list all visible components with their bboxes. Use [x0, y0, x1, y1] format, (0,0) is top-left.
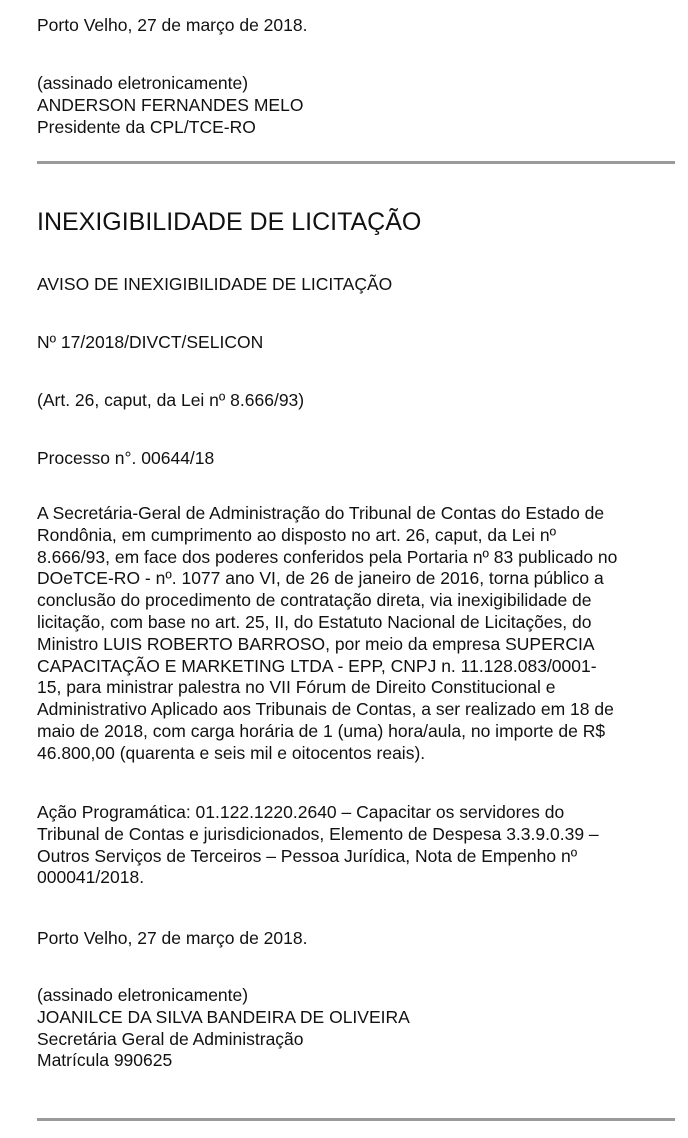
paragraph-line: licitação, com base no art. 25, II, do Estatuto Nacional de Licitações, do — [37, 611, 592, 632]
paragraph-line: A Secretária-Geral de Administração do Tribunal de Contas do Estado de — [37, 503, 605, 523]
section-divider-top — [37, 161, 675, 164]
top-signature-block — [37, 73, 303, 138]
paragraph-line: DOeTCE-RO - nº. 1077 ano VI, de 26 de janeiro de 2016, torna público a — [37, 568, 604, 589]
paragraph-line: 8.666/93, em face dos poderes conferidos pela Portaria nº 83 publicado no — [37, 546, 618, 567]
signature-block — [37, 985, 410, 1072]
top-signature-note: (assinado eletronicamente) — [37, 73, 249, 93]
paragraph-line: maio de 2018, com carga horária de 1 (uma) hora/aula, no importe de R$ — [37, 720, 606, 741]
signer-registration: Matrícula 990625 — [37, 1050, 173, 1071]
signer-role: Secretária Geral de Administração — [37, 1028, 304, 1049]
notice-title: AVISO DE INEXIGIBILIDADE DE LICITAÇÃO — [37, 274, 393, 294]
paragraph-line: Administrativo Aplicado aos Tribunais de Contas, a ser realizado em 18 de — [37, 699, 614, 720]
paragraph-line: Tribunal de Contas e jurisdicionados, Elemento de Despesa 3.3.9.0.39 – — [37, 823, 599, 844]
paragraph-line: conclusão do procedimento de contratação direta, via inexigibilidade de — [37, 590, 592, 611]
signer-name: JOANILCE DA SILVA BANDEIRA DE OLIVEIRA — [37, 1006, 410, 1027]
paragraph-line: 46.800,00 (quarenta e seis mil e oitocentos reais). — [37, 742, 426, 763]
paragraph-line: 000041/2018. — [37, 867, 145, 888]
paragraph-line: Ação Programática: 01.122.1220.2640 – Capacitar os servidores do — [37, 802, 565, 822]
paragraph-line: Outros Serviços de Terceiros – Pessoa Jurídica, Nota de Empenho nº — [37, 845, 578, 866]
top-signer-name: ANDERSON FERNANDES MELO — [37, 94, 304, 115]
paragraph-line: CAPACITAÇÃO E MARKETING LTDA - EPP, CNPJ n. 11.128.083/0001- — [37, 655, 597, 676]
place-date: Porto Velho, 27 de março de 2018. — [37, 928, 308, 948]
top-place-date: Porto Velho, 27 de março de 2018. — [37, 15, 308, 35]
process-number: Processo n°. 00644/18 — [37, 448, 215, 468]
notice-number: Nº 17/2018/DIVCT/SELICON — [37, 332, 264, 352]
signature-note: (assinado eletronicamente) — [37, 985, 249, 1005]
paragraph-line: Ministro LUIS ROBERTO BARROSO, por meio da empresa SUPERCIA — [37, 633, 595, 654]
top-signer-role: Presidente da CPL/TCE-RO — [37, 116, 256, 137]
section-divider-bottom — [37, 1118, 675, 1121]
legal-basis: (Art. 26, caput, da Lei nº 8.666/93) — [37, 390, 305, 410]
section-title: INEXIGIBILIDADE DE LICITAÇÃO — [37, 208, 422, 236]
paragraph-line: 15, para ministrar palestra no VII Fórum de Direito Constitucional e — [37, 677, 556, 698]
program-paragraph — [37, 802, 599, 889]
body-paragraph — [37, 503, 617, 765]
paragraph-line: Rondônia, em cumprimento ao disposto no art. 26, caput, da Lei nº — [37, 524, 557, 545]
